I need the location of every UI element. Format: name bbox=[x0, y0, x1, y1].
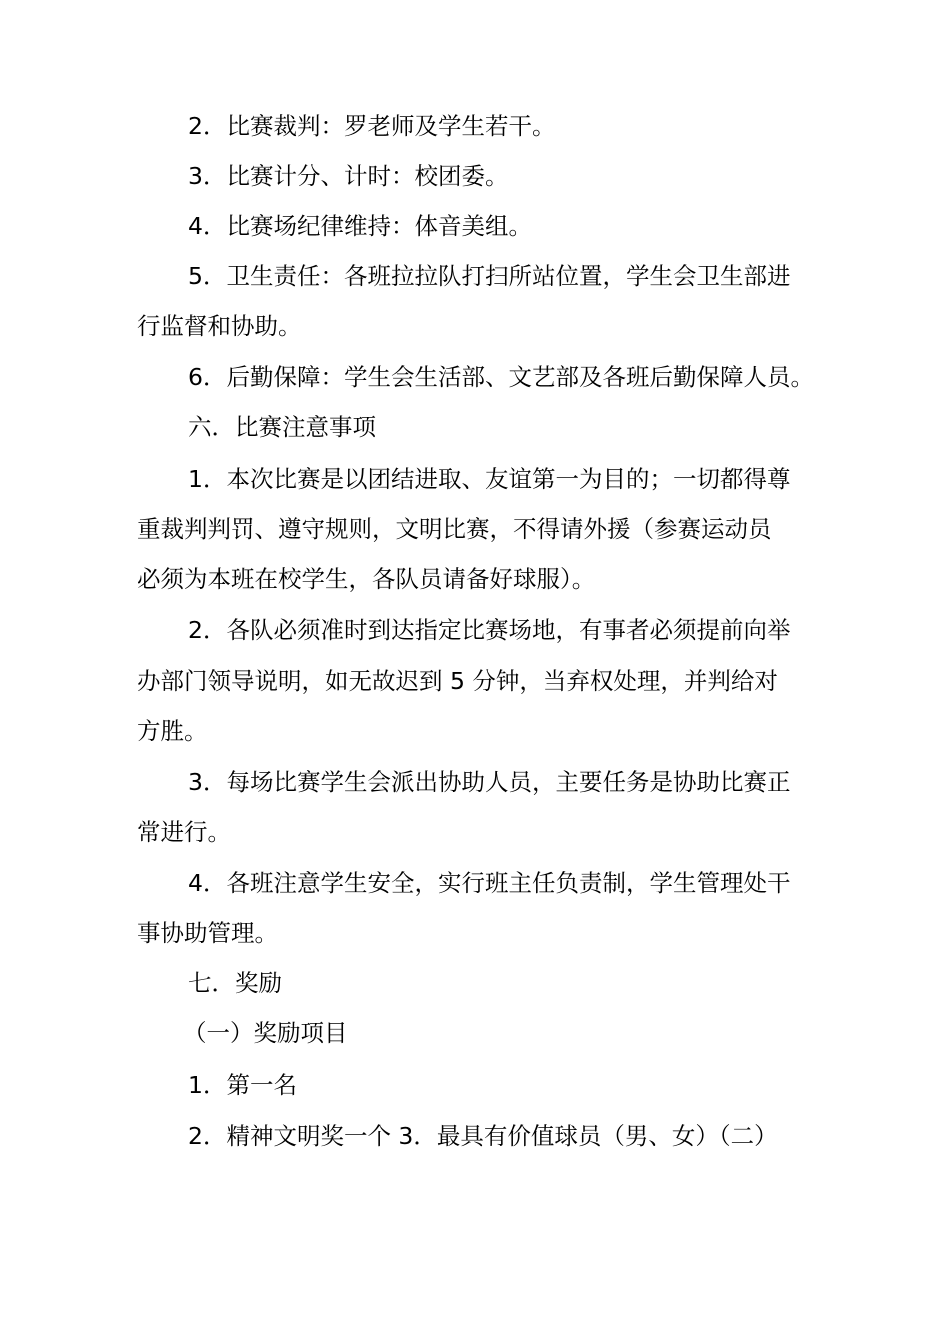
text-line-scoring: 3．比赛计分、计时：校团委。 bbox=[188, 162, 509, 190]
section-heading-awards: 七．奖励 bbox=[188, 969, 282, 997]
text-line-note-1: 1．本次比赛是以团结进取、友谊第一为目的；一切都得尊 bbox=[188, 465, 791, 493]
text-line-award-2: 2．精神文明奖一个 3．最具有价值球员（男、女）（二） bbox=[188, 1122, 778, 1150]
text-line-hygiene-cont: 行监督和协助。 bbox=[137, 312, 302, 340]
text-line-hygiene: 5．卫生责任：各班拉拉队打扫所站位置，学生会卫生部进 bbox=[188, 262, 791, 290]
text-line-discipline: 4．比赛场纪律维持：体音美组。 bbox=[188, 212, 532, 240]
text-line-note-3: 3．每场比赛学生会派出协助人员，主要任务是协助比赛正 bbox=[188, 768, 791, 796]
section-heading-notes: 六．比赛注意事项 bbox=[188, 413, 376, 441]
text-line-logistics: 6．后勤保障：学生会生活部、文艺部及各班后勤保障人员。 bbox=[188, 363, 814, 391]
text-line-award-1: 1．第一名 bbox=[188, 1071, 297, 1099]
text-line-referee: 2．比赛裁判：罗老师及学生若干。 bbox=[188, 112, 556, 140]
text-line-note-2: 2．各队必须准时到达指定比赛场地，有事者必须提前向举 bbox=[188, 616, 791, 644]
text-line-note-1-cont2: 必须为本班在校学生，各队员请备好球服）。 bbox=[137, 565, 596, 593]
text-line-note-2-cont2: 方胜。 bbox=[137, 717, 208, 745]
text-line-note-3-cont: 常进行。 bbox=[137, 818, 231, 846]
text-line-note-4-cont: 事协助管理。 bbox=[137, 919, 278, 947]
text-line-note-4: 4．各班注意学生安全，实行班主任负责制，学生管理处干 bbox=[188, 869, 791, 897]
text-line-note-2-cont: 办部门领导说明，如无故迟到 5 分钟，当弃权处理，并判给对 bbox=[137, 667, 778, 695]
subsection-heading-award-items: （一）奖励项目 bbox=[183, 1019, 348, 1047]
text-line-note-1-cont: 重裁判判罚、遵守规则，文明比赛，不得请外援（参赛运动员 bbox=[137, 515, 772, 543]
